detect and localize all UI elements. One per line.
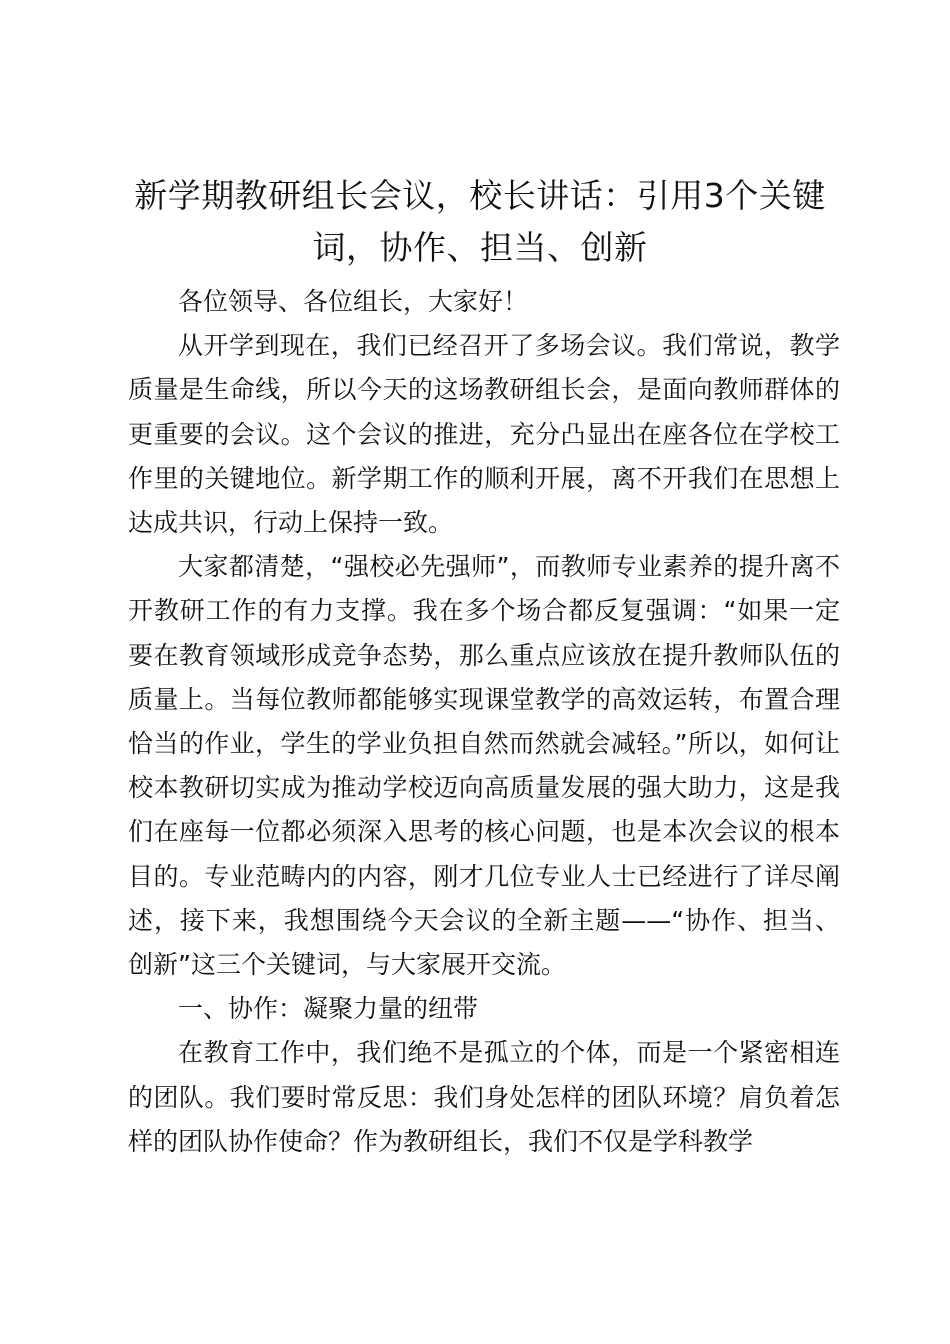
document-title: 新学期教研组长会议，校长讲话：引用3个关键词，协作、担当、创新 xyxy=(134,176,826,267)
body-paragraph: 大家都清楚，“强校必先强师”，而教师专业素养的提升离不开教研工作的有力支撑。我在多个场合都反复强调：“如果一定要在教育领域形成竞争态势，那么重点应该放在提升教师队伍的质量上。当每位教师都能够实现课堂教学的高效运转，布置合理恰当的作业，学生的学业负担自然而然就会减轻。”所以，如何让校本教研切实成为推动学校迈向高质量发展的强大助力，这是我们在座每一位都必须深入思考的核心问题，也是本次会议的根本目的。专业范畴内的内容，刚才几位专业人士已经进行了详尽阐述，接下来，我想围绕今天会议的全新主题——“协作、担当、创新”这三个关键词，与大家展开交流。 xyxy=(128,552,840,980)
body-paragraph: 从开学到现在，我们已经召开了多场会议。我们常说，教学质量是生命线，所以今天的这场教研组长会，是面向教师群体的更重要的会议。这个会议的推进，充分凸显出在座各位在学校工作里的关键地位。新学期工作的顺利开展，离不开我们在思想上达成共识，行动上保持一致。 xyxy=(128,331,840,538)
document-body xyxy=(128,280,840,1164)
section-heading: 一、协作：凝聚力量的纽带 xyxy=(178,994,479,1024)
greeting-paragraph: 各位领导、各位组长，大家好！ xyxy=(178,287,529,316)
body-paragraph: 在教育工作中，我们绝不是孤立的个体，而是一个紧密相连的团队。我们要时常反思：我们身处怎样的团队环境？肩负着怎样的团队协作使命？作为教研组长，我们不仅是学科教学 xyxy=(128,1038,840,1156)
